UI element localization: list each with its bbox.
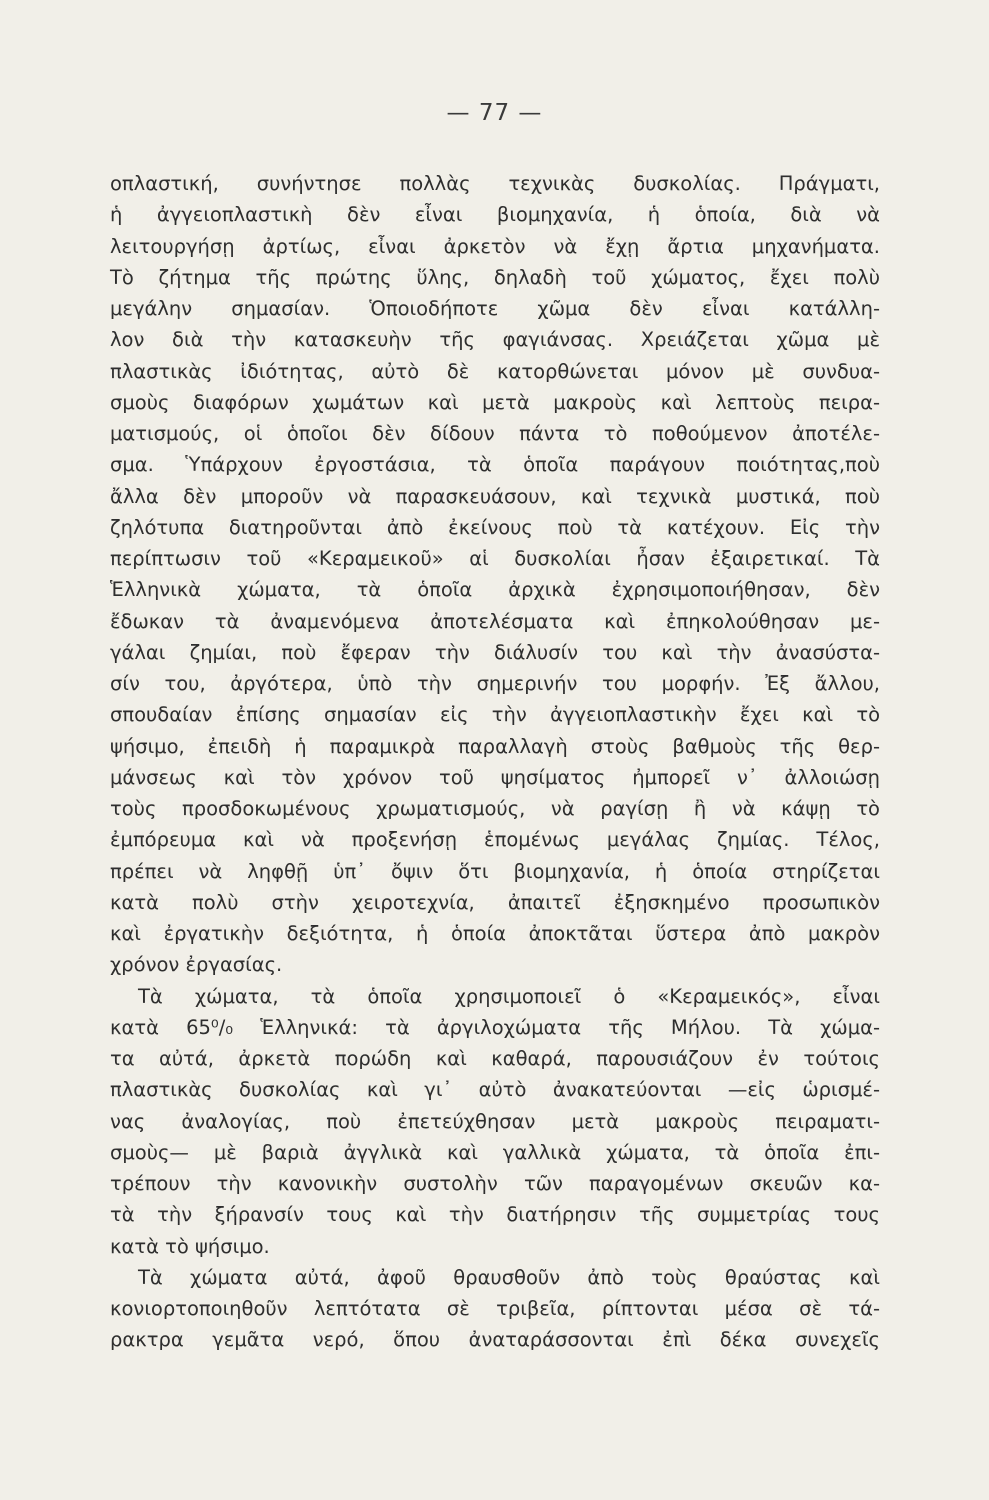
- text-line: τρέπουν τὴν κανονικὴν συστολὴν τῶν παραγομένων σκευῶν κα-: [110, 1172, 880, 1195]
- text-line: ζηλότυπα διατηροῦνται ἀπὸ ἐκείνους ποὺ τὰ κατέχουν. Εἰς τὴν: [110, 515, 880, 539]
- text-line: σμα. Ὑπάρχουν ἐργοστάσια, τὰ ὁποῖα παράγουν ποιότητας,ποὺ: [110, 453, 880, 477]
- paragraph-1: [110, 168, 880, 981]
- text-line: ψήσιμο, ἐπειδὴ ἡ παραμικρὰ παραλλαγὴ στοὺς βαθμοὺς τῆς θερ-: [110, 734, 880, 758]
- text-line: Τὰ χώματα, τὰ ὁποῖα χρησιμοποιεῖ ὁ «Κεραμεικός», εἶναι: [138, 984, 880, 1008]
- text-line: γάλαι ζημίαι, ποὺ ἔφεραν τὴν διάλυσίν του καὶ τὴν ἀνασύστα-: [110, 640, 880, 664]
- text-line: πρέπει νὰ ληφθῇ ὑπ᾽ ὄψιν ὅτι βιομηχανία, ἡ ὁποία στηρίζεται: [110, 859, 880, 883]
- text-line: Τὸ ζήτημα τῆς πρώτης ὕλης, δηλαδὴ τοῦ χώματος, ἔχει πολὺ: [110, 265, 880, 289]
- text-line: χρόνον ἐργασίας.: [110, 953, 283, 977]
- body-text: [110, 168, 880, 1356]
- text-line: κατὰ τὸ ψήσιμο.: [110, 1234, 270, 1258]
- text-line: ἄλλα δὲν μποροῦν νὰ παρασκευάσουν, καὶ τεχνικὰ μυστικά, ποὺ: [110, 484, 880, 508]
- text-line: καὶ ἐργατικὴν δεξιότητα, ἡ ὁποία ἀποκτᾶται ὕστερα ἀπὸ μακρὸν: [110, 922, 880, 945]
- text-line: τοὺς προσδοκωμένους χρωματισμούς, νὰ ραγίσῃ ἢ νὰ κάψῃ τὸ: [110, 797, 880, 820]
- text-line: κατὰ 65⁰/₀ Ἑλληνικά: τὰ ἀργιλοχώματα τῆς Μήλου. Τὰ χώμα-: [110, 1015, 880, 1039]
- text-line: κονιορτοποιηθοῦν λεπτότατα σὲ τριβεῖα, ρίπτονται μέσα σὲ τά-: [110, 1297, 880, 1320]
- text-line: σίν του, ἀργότερα, ὑπὸ τὴν σημερινήν του μορφήν. Ἐξ ἄλλου,: [110, 672, 880, 695]
- text-line: κατὰ πολὺ στὴν χειροτεχνία, ἀπαιτεῖ ἐξησκημένο προσωπικὸν: [110, 890, 880, 914]
- text-line: λον διὰ τὴν κατασκευὴν τῆς φαγιάνσας. Χρειάζεται χῶμα μὲ: [110, 328, 880, 352]
- text-line: οπλαστική, συνήντησε πολλὰς τεχνικὰς δυσκολίας. Πράγματι,: [110, 172, 880, 195]
- text-line: τὰ τὴν ξήρανσίν τους καὶ τὴν διατήρησιν τῆς συμμετρίας τους: [110, 1203, 880, 1227]
- text-line: Ἑλληνικὰ χώματα, τὰ ὁποῖα ἀρχικὰ ἐχρησιμοποιήθησαν, δὲν: [110, 578, 880, 602]
- text-line: σμοὺς— μὲ βαριὰ ἀγγλικὰ καὶ γαλλικὰ χώματα, τὰ ὁποῖα ἐπι-: [110, 1140, 880, 1164]
- text-line: σμοὺς διαφόρων χωμάτων καὶ μετὰ μακροὺς καὶ λεπτοὺς πειρα-: [110, 390, 880, 414]
- paragraph-3: [110, 1262, 880, 1356]
- text-line: μάνσεως καὶ τὸν χρόνον τοῦ ψησίματος ἠμπορεῖ ν᾽ ἀλλοιώσῃ: [110, 765, 880, 789]
- text-line: ἐμπόρευμα καὶ νὰ προξενήσῃ ἑπομένως μεγάλας ζημίας. Τέλος,: [110, 828, 880, 852]
- text-line: πλαστικὰς δυσκολίας καὶ γι᾽ αὐτὸ ἀνακατεύονται —εἰς ὡρισμέ-: [110, 1078, 880, 1102]
- text-line: τα αὐτά, ἀρκετὰ πορώδη καὶ καθαρά, παρουσιάζουν ἐν τούτοις: [110, 1047, 880, 1070]
- text-line: λειτουργήσῃ ἀρτίως, εἶναι ἀρκετὸν νὰ ἔχῃ ἄρτια μηχανήματα.: [110, 234, 880, 258]
- text-line: νας ἀναλογίας, ποὺ ἐπετεύχθησαν μετὰ μακροὺς πειραματι-: [110, 1109, 880, 1133]
- text-line: Τὰ χώματα αὐτά, ἀφοῦ θραυσθοῦν ἀπὸ τοὺς θραύστας καὶ: [138, 1265, 880, 1289]
- text-line: μεγάλην σημασίαν. Ὁποιοδήποτε χῶμα δὲν εἶναι κατάλλη-: [110, 297, 880, 320]
- text-line: περίπτωσιν τοῦ «Κεραμεικοῦ» αἱ δυσκολίαι ἦσαν ἐξαιρετικαί. Τὰ: [110, 547, 880, 570]
- text-line: ἡ ἀγγειοπλαστικὴ δὲν εἶναι βιομηχανία, ἡ ὁποία, διὰ νὰ: [110, 203, 880, 227]
- text-line: ἔδωκαν τὰ ἀναμενόμενα ἀποτελέσματα καὶ ἐπηκολούθησαν με-: [110, 609, 880, 633]
- text-line: ρακτρα γεμᾶτα νερό, ὅπου ἀναταράσσονται ἐπὶ δέκα συνεχεῖς: [110, 1328, 880, 1352]
- text-line: ματισμούς, οἱ ὁποῖοι δὲν δίδουν πάντα τὸ ποθούμενον ἀποτέλε-: [110, 422, 880, 445]
- text-line: πλαστικὰς ἰδιότητας, αὐτὸ δὲ κατορθώνεται μόνον μὲ συνδυα-: [110, 359, 880, 383]
- paragraph-2: [110, 981, 880, 1262]
- page-number: — 77 —: [446, 100, 543, 126]
- text-line: σπουδαίαν ἐπίσης σημασίαν εἰς τὴν ἀγγειοπλαστικὴν ἔχει καὶ τὸ: [110, 703, 880, 727]
